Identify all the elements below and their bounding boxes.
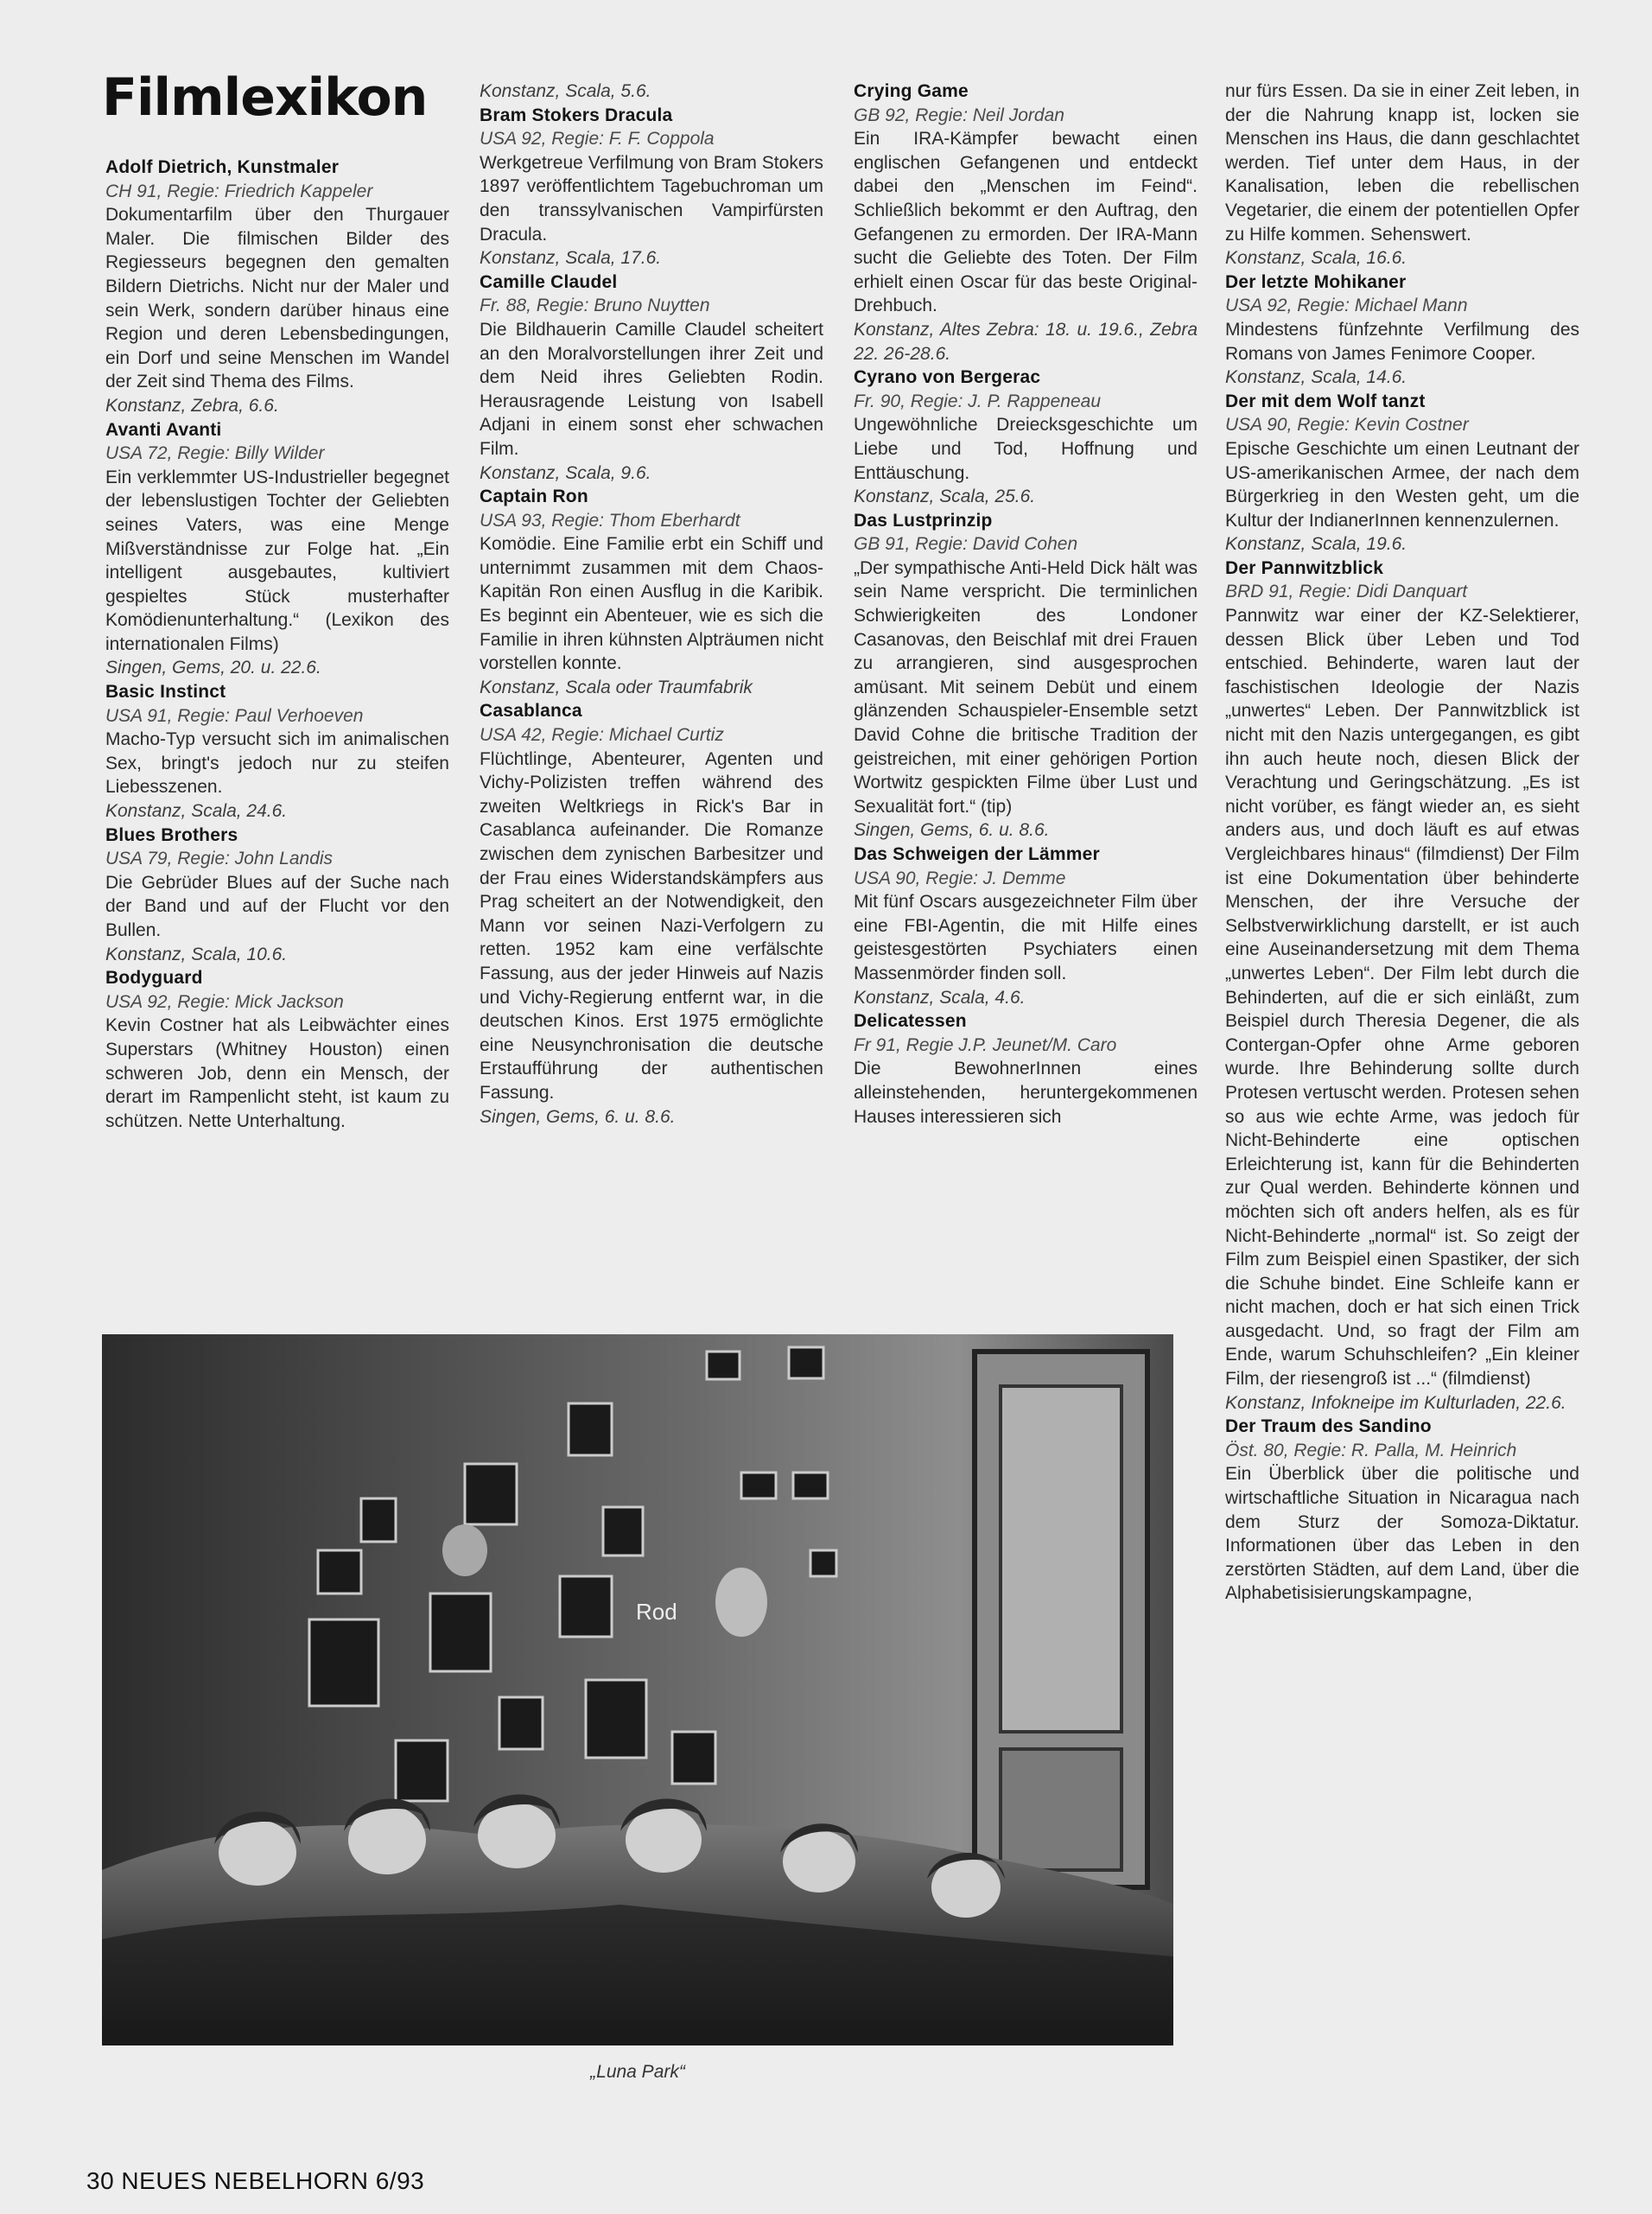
film-credits: USA 92, Regie: Mick Jackson (105, 991, 344, 1012)
film-credits: Fr. 88, Regie: Bruno Nuytten (480, 296, 710, 316)
film-credits: GB 92, Regie: Neil Jordan (854, 105, 1064, 125)
film-description: Werkgetreue Verfilmung von Bram Stokers 1897 veröffentlichtem Tagebuchroman um den transsylvanischen Vampirfürsten Dracula. (480, 152, 823, 245)
film-entry (854, 843, 1198, 1009)
film-entry (1225, 270, 1579, 390)
film-description: Ein verklemmter US-Industrieller begegnet der lebenslustigen Tochter der Geliebten seines Vaters, was eine Menge Mißverständnisse zur Folge hat. „Ein intelligent ausgebautes, kultiviert gespieltes Stück musterhafter Komödienunterhaltung.“ (Lexikon des internationalen Films) (105, 467, 449, 654)
film-credits: USA 92, Regie: Michael Mann (1225, 296, 1468, 316)
film-description: Die Gebrüder Blues auf der Suche nach der Band und auf der Flucht vor den Bullen. (105, 872, 449, 940)
screening-info: Singen, Gems, 6. u. 8.6. (480, 1106, 676, 1127)
film-title: Avanti Avanti (105, 419, 222, 440)
film-credits: USA 42, Regie: Michael Curtiz (480, 725, 724, 746)
film-credits: USA 90, Regie: J. Demme (854, 868, 1066, 888)
page-title: Filmlexikon (102, 67, 428, 128)
screening-info: Konstanz, Scala, 17.6. (480, 248, 662, 269)
screening-info: Konstanz, Scala, 16.6. (1225, 248, 1407, 269)
text-column-1 (105, 156, 449, 1301)
screening-info: Konstanz, Scala, 24.6. (105, 801, 288, 822)
film-entry (1225, 390, 1579, 557)
film-description: Epische Geschichte um einen Leutnant der US-amerikanischen Armee, der nach dem Bürgerkrieg in den Westen geht, um die Kultur der IndianerInnen kennenzulernen. (1225, 438, 1579, 531)
film-description: Ein Überblick über die politische und wirtschaftliche Situation in Nicaragua nach dem Sturz der Somoza-Diktatur. Informationen über das Leben in den zerstörten Städten, auf dem Land, über die Alphabetisisierungskampagne, (1225, 1464, 1579, 1604)
film-entry (854, 366, 1198, 509)
film-title: Crying Game (854, 81, 969, 101)
film-entry (480, 485, 823, 699)
film-credits: Fr. 90, Regie: J. P. Rappeneau (854, 391, 1102, 411)
film-entry (105, 680, 449, 824)
film-still-illustration (102, 1334, 1173, 2045)
film-credits: USA 79, Regie: John Landis (105, 849, 334, 869)
film-description: „Der sympathische Anti-Held Dick hält was sein Name verspricht. Die terminlichen Schwierigkeiten des Londoner Casanovas, den Beischlaf mit drei Frauen zu arrangieren, sind ausgesprochen amüsant. Mit seinem Debüt und einem glänzenden Schauspieler-Ensemble setzt David Cohne die britische Tradition der geistreichen, mit einer gehörigen Portion Wortwitz gespickten Filme über Lust und Sexualität fort.“ (tip) (854, 557, 1198, 817)
film-description: Die BewohnerInnen eines alleinstehenden, heruntergekommenen Hauses interessieren sich (854, 1059, 1198, 1127)
screening-info: Konstanz, Scala, 9.6. (480, 462, 651, 483)
film-credits: Fr 91, Regie J.P. Jeunet/M. Caro (854, 1034, 1117, 1055)
film-entry (854, 80, 1198, 366)
film-credits: USA 90, Regie: Kevin Costner (1225, 415, 1469, 436)
screening-info: Konstanz, Scala, 14.6. (1225, 367, 1407, 388)
film-description: nur fürs Essen. Da sie in einer Zeit leben, in der die Nahrung knapp ist, locken sie Menschen ins Haus, die dann geschlachtet werden. Tief unter dem Haus, in der Kanalisation, leben die rebellischen Vegetarier, die einem der potentiellen Opfer zu Hilfe kommen. Sehenswert. (1225, 81, 1579, 245)
screening-info: Konstanz, Infokneipe im Kulturladen, 22.6. (1225, 1392, 1566, 1413)
screening-info: Konstanz, Scala, 19.6. (1225, 534, 1407, 555)
photo-caption: „Luna Park“ (590, 2062, 685, 2082)
film-title: Der Pannwitzblick (1225, 557, 1384, 578)
screening-info: Singen, Gems, 6. u. 8.6. (854, 820, 1050, 841)
film-description: Die Bildhauerin Camille Claudel scheitert an den Moralvorstellungen ihrer Zeit und dem Neid ihres Geliebten Rodin. Herausragende Leistung von Isabell Adjani in einem sonst eher schwachen Film. (480, 319, 823, 459)
film-title: Camille Claudel (480, 271, 618, 292)
film-description: Macho-Typ versucht sich im animalischen Sex, bringt's jedoch nur zu steifen Liebesszenen. (105, 729, 449, 798)
film-description: Ungewöhnliche Dreiecksgeschichte um Liebe und Tod, Hoffnung und Enttäuschung. (854, 415, 1198, 483)
film-title: Der mit dem Wolf tanzt (1225, 391, 1426, 411)
film-title: Captain Ron (480, 487, 588, 507)
film-entry (480, 699, 823, 1129)
film-credits: CH 91, Regie: Friedrich Kappeler (105, 181, 373, 201)
screening-info: Singen, Gems, 20. u. 22.6. (105, 658, 321, 678)
film-entry (105, 966, 449, 1133)
text-column-3 (854, 80, 1198, 1301)
film-title: Bodyguard (105, 968, 203, 989)
film-title: Der letzte Mohikaner (1225, 271, 1407, 292)
film-title: Basic Instinct (105, 682, 226, 703)
screening-info: Konstanz, Scala, 10.6. (105, 944, 288, 964)
film-entry (105, 418, 449, 681)
text-column-4 (1225, 80, 1579, 2149)
film-description: Flüchtlinge, Abenteurer, Agenten und Vichy-Polizisten treffen während des zweiten Weltkriegs in Rick's Bar in Casablanca aufeinander. Die Romanze zwischen dem zynischen Barbesitzer und der Frau eines Widerstandskämpfers aus Prag scheitert an der Notwendigkeit, den Mann vor seinen Nazi-Verfolgern zu retten. 1952 kam eine verfälschte Fassung, aus der jeder Hinweis auf Nazis und Vichy-Regierung entfernt war, in die deutschen Kinos. Erst 1975 ermöglichte eine Neusynchronisation die deutsche Erstaufführung der authentischen Fassung. (480, 748, 823, 1103)
film-title: Bram Stokers Dracula (480, 105, 673, 125)
film-title: Blues Brothers (105, 824, 238, 845)
film-entry (480, 80, 823, 104)
film-title: Das Schweigen der Lämmer (854, 844, 1100, 864)
film-title: Das Lustprinzip (854, 510, 993, 531)
screening-info: Konstanz, Scala oder Traumfabrik (480, 677, 753, 697)
film-entry (854, 1009, 1198, 1129)
wall-lettering: Rod (636, 1599, 677, 1625)
film-title: Cyrano von Bergerac (854, 367, 1041, 388)
film-credits: USA 92, Regie: F. F. Coppola (480, 129, 715, 150)
film-title: Casablanca (480, 701, 582, 722)
screening-info: Konstanz, Zebra, 6.6. (105, 395, 279, 416)
film-entry (480, 104, 823, 270)
film-credits: USA 91, Regie: Paul Verhoeven (105, 705, 364, 726)
film-entry (105, 824, 449, 967)
film-credits: USA 72, Regie: Billy Wilder (105, 443, 325, 464)
film-description: Ein IRA-Kämpfer bewacht einen englischen Gefangenen und entdeckt dabei den „Menschen im Feind“. Schließlich bekommt er den Auftrag, den Gefangenen zu ermorden. Der IRA-Mann sucht die Geliebte des Toten. Der Film erhielt einen Oscar für das beste Original-Drehbuch. (854, 129, 1198, 316)
film-entry (1225, 80, 1579, 270)
film-entry (1225, 1415, 1579, 1606)
film-credits: GB 91, Regie: David Cohen (854, 534, 1078, 555)
film-title: Der Traum des Sandino (1225, 1416, 1432, 1437)
film-description: Dokumentarfilm über den Thurgauer Maler. Die filmischen Bilder des Regiesseurs begegnen den gemalten Bildern Dietrichs. Nicht nur der Maler und sein Werk, sondern darüber hinaus eine Region und deren Lebensbedingungen, ein Dorf und seine Menschen im Wandel der Zeit sind Thema des Films. (105, 205, 449, 392)
film-credits: USA 93, Regie: Thom Eberhardt (480, 510, 740, 531)
film-description: Kevin Costner hat als Leibwächter eines Superstars (Whitney Houston) einen schweren Job, denn ein Mensch, der derart im Rampenlicht steht, ist kaum zu schützen. Nette Unterhaltung. (105, 1015, 449, 1131)
film-entry (105, 156, 449, 418)
film-entry (1225, 557, 1579, 1415)
film-credits: BRD 91, Regie: Didi Danquart (1225, 582, 1468, 602)
film-title: Adolf Dietrich, Kunstmaler (105, 157, 340, 177)
film-entry (854, 509, 1198, 843)
film-title: Delicatessen (854, 1011, 967, 1032)
film-description: Mit fünf Oscars ausgezeichneter Film über eine FBI-Agentin, die mit Hilfe eines geistesgestörten Psychiaters einen Massenmörder finden soll. (854, 892, 1198, 983)
screening-info: Konstanz, Altes Zebra: 18. u. 19.6., Zebra 22. 26-28.6. (854, 319, 1198, 364)
film-description: Komödie. Eine Familie erbt ein Schiff und unternimmt zusammen mit dem Chaos-Kapitän Ron einen Ausflug in die Karibik. Es beginnt ein Abenteuer, wie es sich die Familie in ihren kühnsten Alpträumen nicht vorstellen konnte. (480, 534, 823, 674)
screening-info: Konstanz, Scala, 5.6. (480, 81, 651, 101)
film-entry (480, 270, 823, 485)
film-still-photo (102, 1334, 1173, 2045)
screening-info: Konstanz, Scala, 4.6. (854, 987, 1026, 1008)
screening-info: Konstanz, Scala, 25.6. (854, 487, 1036, 507)
film-description: Mindestens fünfzehnte Verfilmung des Romans von James Fenimore Cooper. (1225, 319, 1579, 364)
film-description: Pannwitz war einer der KZ-Selektierer, dessen Blick über Leben und Tod entschied. Behinderte, waren laut der faschistischen Ideologie der Nazis „unwertes“ Leben. Der Pannwitzblick ist nicht mit den Nazis untergegangen, es gibt ihn auch heute noch, diesen Blick der Verachtung und Geringschätzung. „Es ist nicht vorüber, es fängt wieder an, es sieht anders aus, und doch läuft es auf etwas Vergleichbares hinaus“ (filmdienst) Der Film ist eine Dokumentation über behinderte Menschen, der ihre Versuche der Selbstverwirklichung darstellt, er ist auch eine Auseinandersetzung mit dem Thema „unwertes Leben“. Der Film lebt durch die Behinderten, auf die er sich einläßt, zum Beispiel durch Theresia Degener, die als Contergan-Opfer ohne Arme geboren wurde. Ihre Behinderung sollte durch Protesen vertuscht werden. Protesen sehen so aus wie echte Arme, was jedoch für Nicht-Behinderte eine optischen Erleichterung ist, kann für die Behinderten zur Qual werden. Behinderte können und möchten sich oft anders helfen, als es für Nicht-Behinderte „normal“ ist. So zeigt der Film zum Beispiel einen Spastiker, der sich die Schuhe bindet. Eine Schleife kann er nicht machen, doch er hat sich einen Trick ausgedacht. Und, so fragt der Film am Ende, warum Schuhschleifen? „Ein kleiner Film, der riesengroß ist ...“ (filmdienst) (1225, 606, 1579, 1390)
page-footer: 30 NEUES NEBELHORN 6/93 (86, 2167, 425, 2194)
film-credits: Öst. 80, Regie: R. Palla, M. Heinrich (1225, 1440, 1517, 1460)
text-column-2 (480, 80, 823, 1301)
